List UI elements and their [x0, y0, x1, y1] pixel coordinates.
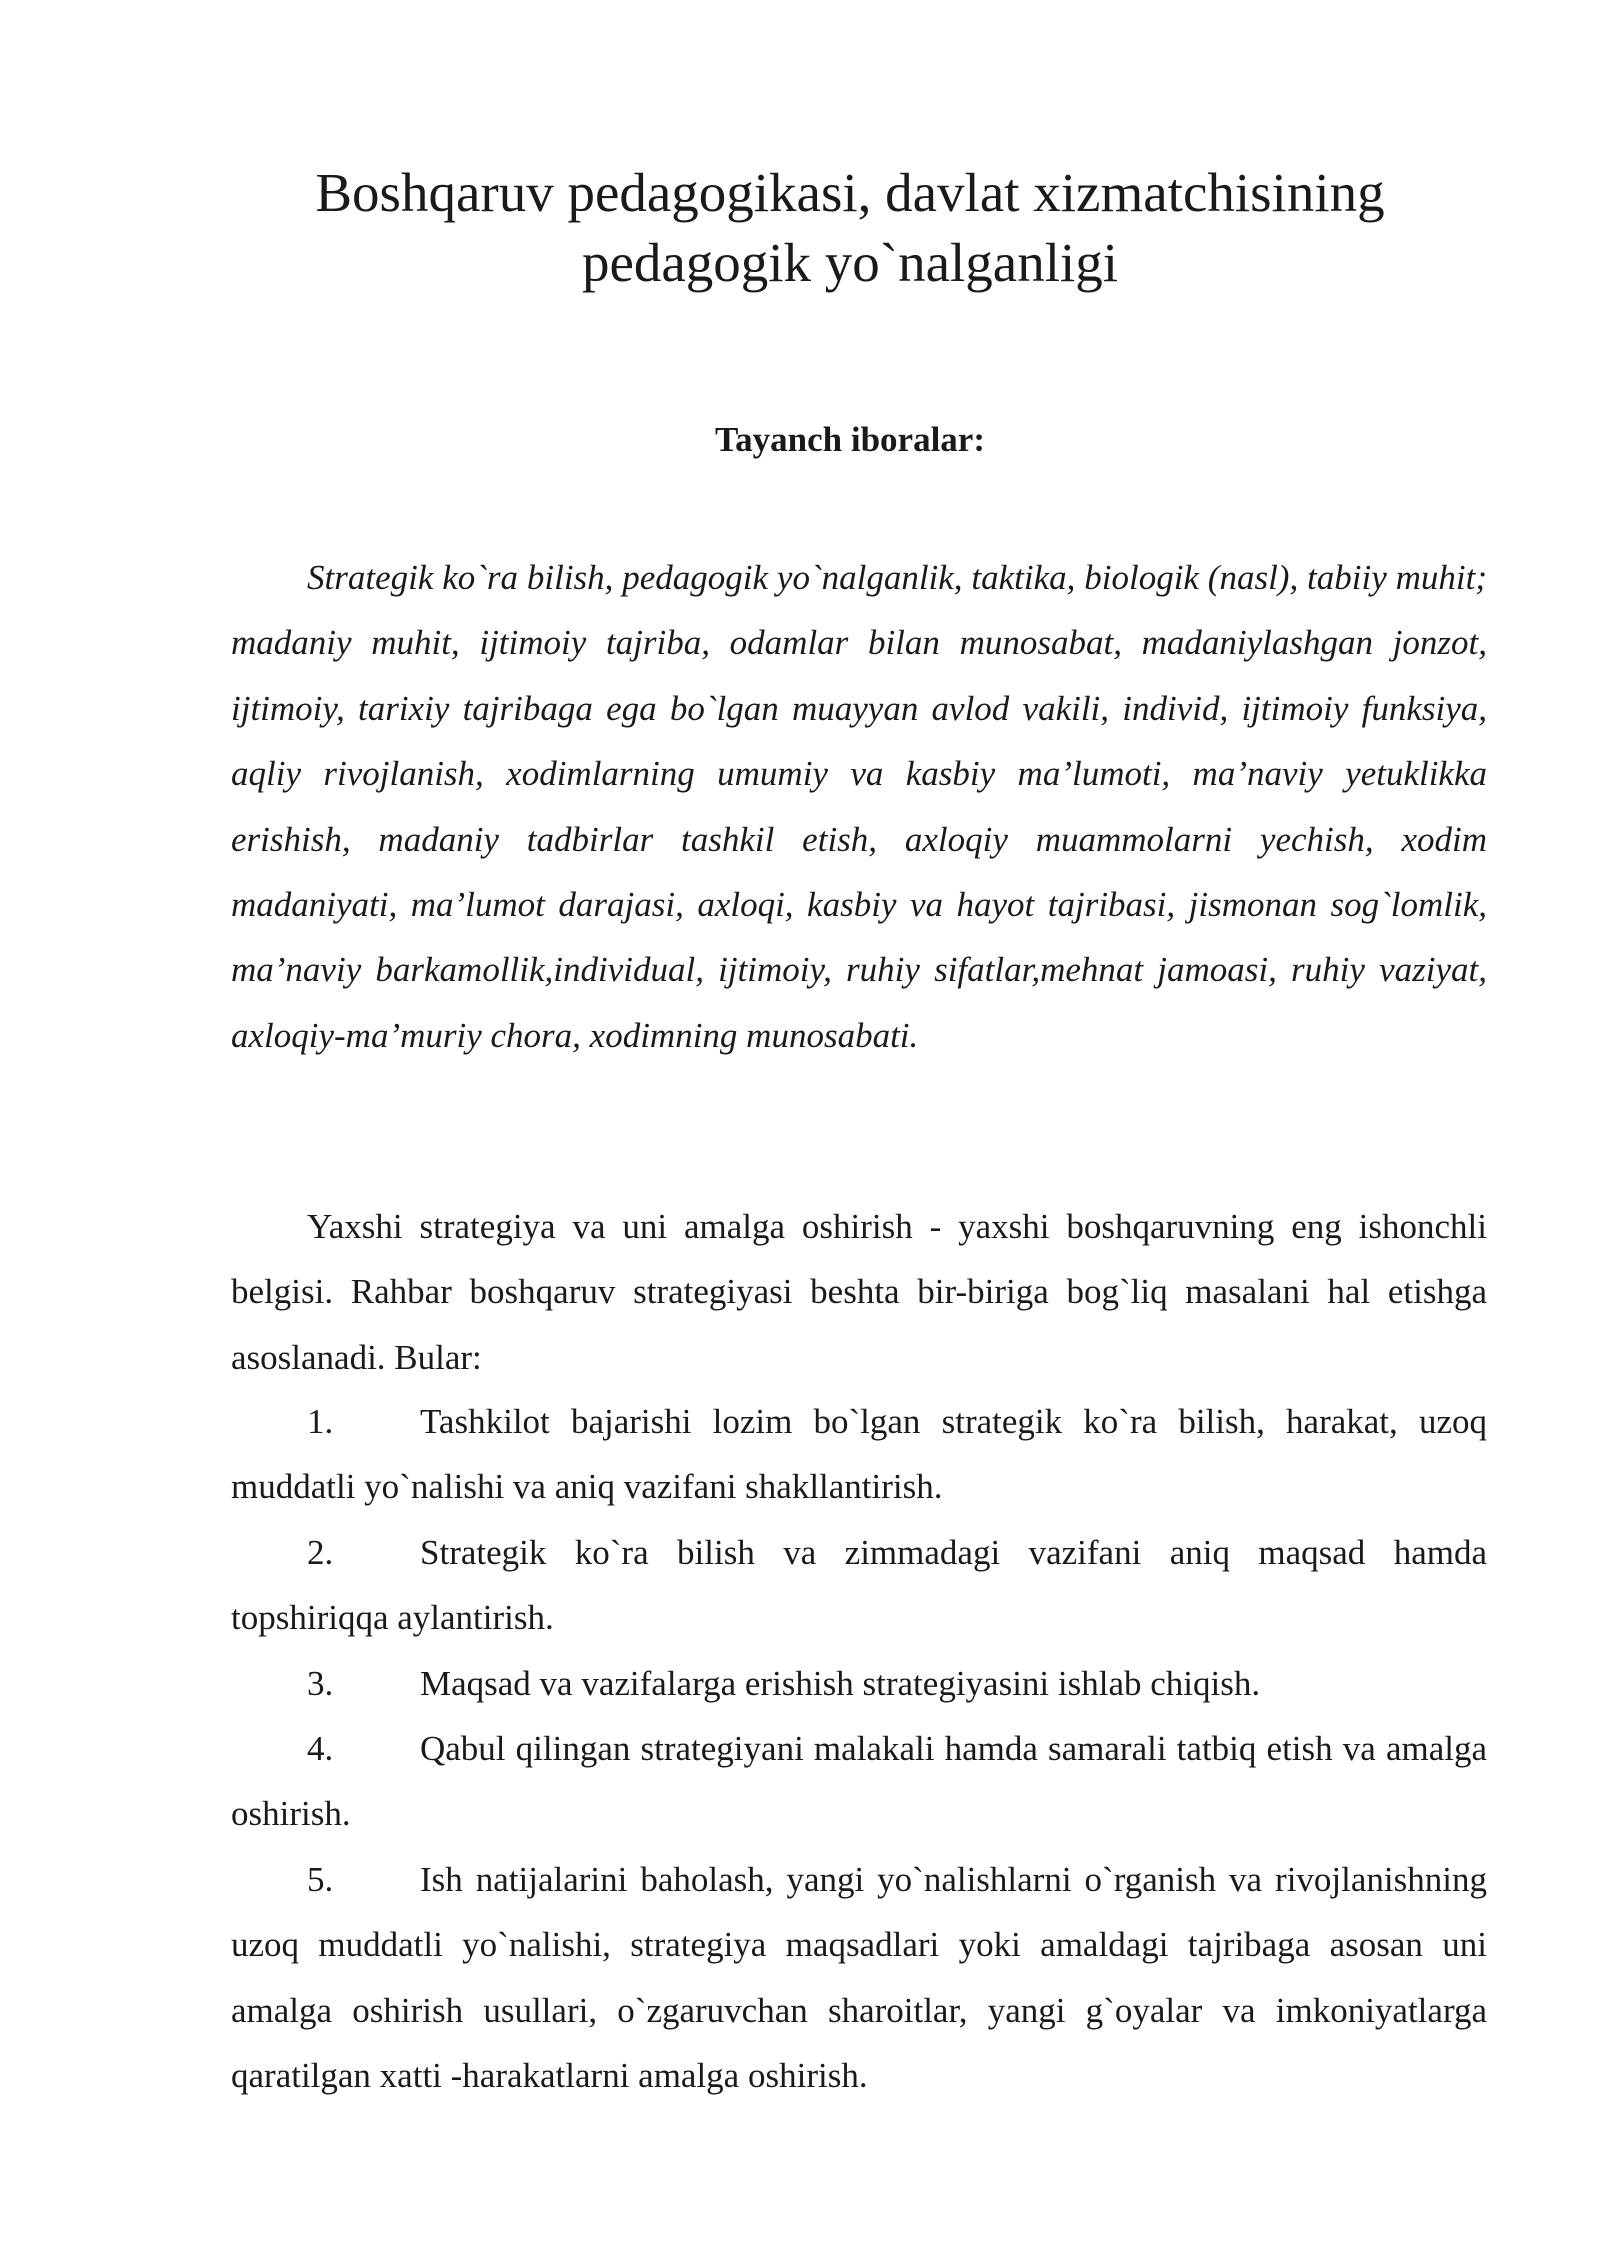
document-title-line-2: pedagogik yo`nalganligi — [581, 232, 1119, 293]
list-item-number: 3. — [307, 1663, 334, 1703]
list-item — [231, 1651, 1487, 1716]
list-item-text: Strategik ko`ra bilish va zimmadagi vazifani aniq maqsad hamda topshiriqqa aylantirish. — [231, 1532, 1487, 1638]
list-item-number: 1. — [307, 1402, 334, 1441]
strategy-task-list — [231, 1389, 1487, 2108]
intro-paragraph: Yaxshi strategiya va uni amalga oshirish - yaxshi boshqaruvning eng ishonchli belgisi. Rahbar boshqaruv strategiyasi beshta bir-biriga bog`liq masalani hal etishga asoslanadi. Bular: — [231, 1207, 1487, 1377]
list-item — [231, 1847, 1487, 2109]
keywords-paragraph: Strategik ko`ra bilish, pedagogik yo`nalganlik, taktika, biologik (nasl), tabiiy muhit; madaniy muhit, ijtimoiy tajriba, odamlar bilan munosabat, madaniylashgan jonzot, ijtimoiy, tarixiy tajribaga ega bo`lgan muayyan avlod vakili, individ, ijtimoiy funksiya, aqliy rivojlanish, xodimlarning umumiy va kasbiy ma’lumoti, ma’naviy yetuklikka erishish, madaniy tadbirlar tashkil etish, axloqiy muammolarni yechish, xodim madaniyati, ma’lumot darajasi, axloqi, kasbiy va hayot tajribasi, jismonan sog`lomlik, ma’naviy barkamollik,individual, ijtimoiy, ruhiy sifatlar,mehnat jamoasi, ruhiy vaziyat, axloqiy-ma’muriy chora, xodimning munosabati. — [231, 558, 1487, 1055]
list-item-number: 4. — [307, 1729, 334, 1769]
list-item-text: Qabul qilingan strategiyani malakali hamda samarali tatbiq etish va amalga oshirish. — [231, 1729, 1487, 1834]
list-item-text: Maqsad va vazifalarga erishish strategiyasini ishlab chiqish. — [420, 1663, 1261, 1703]
document-title-line-1: Boshqaruv pedagogikasi, davlat xizmatchisining — [315, 162, 1385, 223]
list-item-text: Tashkilot bajarishi lozim bo`lgan strategik ko`ra bilish, harakat, uzoq muddatli yo`nalishi va aniq vazifani shakllantirish. — [231, 1402, 1487, 1507]
list-item-number: 5. — [307, 1859, 334, 1899]
list-item — [231, 1716, 1487, 1847]
document-title — [200, 158, 1500, 298]
keywords-heading: Tayanch iboralar: — [715, 420, 985, 459]
list-item — [231, 1520, 1487, 1651]
list-item-number: 2. — [307, 1532, 334, 1572]
list-item — [231, 1389, 1487, 1520]
list-item-text: Ish natijalarini baholash, yangi yo`nalishlarni o`rganish va rivojlanishning uzoq muddatli yo`nalishi, strategiya maqsadlari yoki amaldagi tajribaga asosan uni amalga oshirish usullari, o`zgaruvchan sharoitlar, yangi g`oyalar va imkoniyatlarga qaratilgan xatti -harakatlarni amalga oshirish. — [231, 1859, 1487, 2096]
